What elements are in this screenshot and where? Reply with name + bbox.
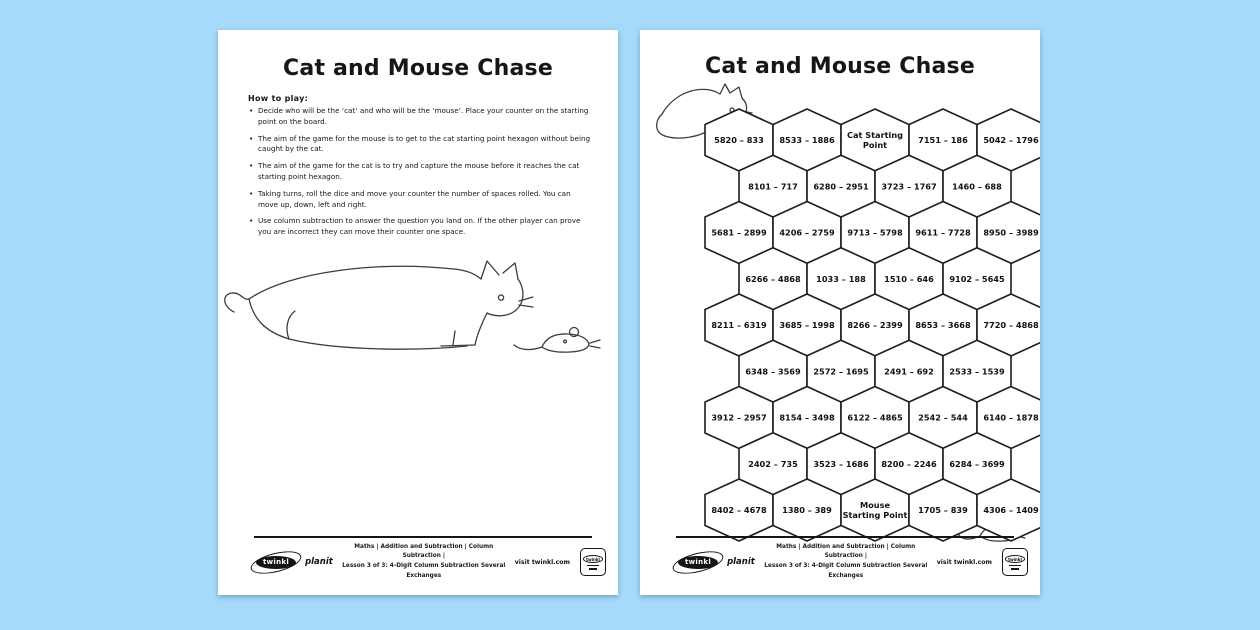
hex-cell-label: 3523 – 1686: [813, 458, 869, 469]
footer-credit: [761, 543, 931, 582]
footer-lesson-line: Lesson 3 of 3: 4-Digit Column Subtraction Several Exchanges: [342, 563, 506, 580]
hex-cell-label: 6284 – 3699: [949, 458, 1005, 469]
hex-cell-label: 5681 – 2899: [711, 227, 767, 238]
hex-cell-label: 3912 – 2957: [711, 412, 767, 423]
hex-cell-label: 2402 – 735: [748, 458, 798, 469]
hex-cell-label: 5042 – 1796: [983, 135, 1039, 145]
how-to-play-heading: How to play:: [248, 94, 309, 103]
worksheet-page-board: [640, 30, 1040, 595]
instruction-item: • Taking turns, roll the dice and move your counter the number of spaces rolled. You can move up, down, left and right.: [248, 189, 592, 211]
twinkl-stamp-icon: twinkl: [1002, 548, 1028, 576]
page-footer: [218, 536, 618, 582]
visit-twinkl-link[interactable]: visit twinkl.com: [936, 558, 992, 566]
footer-subject-line: Maths | Addition and Subtraction | Column Subtraction |: [776, 543, 916, 560]
planit-logo-text: planit: [727, 557, 755, 568]
hex-cell-label: 6280 – 2951: [813, 181, 869, 192]
twinkl-stamp-icon: twinkl: [580, 548, 606, 576]
cat-icon: [225, 261, 533, 349]
cat-and-mouse-illustration: [218, 252, 618, 377]
hex-cell-label: 6122 – 4865: [847, 412, 903, 423]
hex-cell-label: 7720 – 4868: [983, 320, 1039, 330]
worksheet-page-instructions: [218, 30, 618, 595]
hex-cell-label: 1033 – 188: [816, 273, 866, 284]
hex-cell-label: 9611 – 7728: [915, 227, 971, 238]
instructions-list: [248, 106, 592, 238]
hex-cell-label: 6140 – 1878: [983, 412, 1039, 423]
planit-logo-text: planit: [305, 557, 333, 568]
hex-board: [640, 30, 1040, 595]
hex-cell-label: 4206 – 2759: [779, 227, 835, 238]
hex-cell-label: 3685 – 1998: [779, 320, 835, 330]
twinkl-logo-text: twinkl: [678, 556, 718, 569]
hex-cell-label: 8154 – 3498: [779, 412, 835, 423]
hex-cell-label: 3723 – 1767: [881, 181, 937, 192]
instruction-item: • The aim of the game for the cat is to try and capture the mouse before it reaches the cat starting point hexagon.: [248, 161, 592, 183]
hex-cell-label: 2542 – 544: [918, 412, 968, 423]
hex-cell-label: 9713 – 5798: [847, 227, 903, 238]
hex-cell-label: 8211 – 6319: [711, 320, 767, 330]
hex-cell-label: 8533 – 1886: [779, 135, 835, 145]
hex-cell-label: Cat Starting Point: [846, 130, 904, 150]
hex-cell-label: 1510 – 646: [884, 273, 934, 284]
visit-twinkl-link[interactable]: visit twinkl.com: [514, 558, 570, 566]
hex-cell-label: 7151 – 186: [918, 135, 968, 145]
footer-divider: [254, 536, 592, 538]
twinkl-planit-logo: [256, 556, 333, 569]
hex-cell-label: 4306 – 1409: [983, 505, 1039, 515]
instruction-item: • Decide who will be the ‘cat’ and who will be the ‘mouse’. Place your counter on the starting point on the board.: [248, 106, 592, 128]
page-title: Cat and Mouse Chase: [283, 56, 553, 81]
instruction-item: • The aim of the game for the mouse is to get to the cat starting point hexagon without being caught by the cat.: [248, 134, 592, 156]
hex-cell-label: 1460 – 688: [952, 181, 1002, 192]
footer-divider: [676, 536, 1014, 538]
hex-board-cells: [705, 109, 1040, 541]
hex-cell-label: 8653 – 3668: [915, 320, 971, 330]
footer-credit: [339, 543, 509, 582]
footer-lesson-line: Lesson 3 of 3: 4-Digit Column Subtraction Several Exchanges: [764, 563, 928, 580]
hex-cell-label: 6266 – 4868: [745, 273, 801, 284]
twinkl-logo-text: twinkl: [256, 556, 296, 569]
mouse-icon: [514, 328, 600, 353]
footer-subject-line: Maths | Addition and Subtraction | Column Subtraction |: [354, 543, 494, 560]
hex-cell-label: 8200 – 2246: [881, 458, 937, 469]
page-footer: [640, 536, 1040, 582]
page-title: Cat and Mouse Chase: [705, 54, 975, 79]
hex-cell-label: 8101 – 717: [748, 181, 798, 192]
hex-cell-label: 2491 – 692: [884, 366, 934, 377]
hex-cell-label: 8402 – 4678: [711, 505, 767, 515]
hex-cell-label: 8950 – 3989: [983, 227, 1039, 238]
twinkl-planit-logo: [678, 556, 755, 569]
hex-cell-label: 2572 – 1695: [813, 366, 869, 377]
hex-cell-label: 1705 – 839: [918, 505, 968, 515]
hex-cell-label: Mouse Starting Point: [842, 500, 908, 520]
hex-cell-label: 8266 – 2399: [847, 320, 903, 330]
hex-cell-label: 2533 – 1539: [949, 366, 1005, 377]
hex-cell-label: 9102 – 5645: [949, 273, 1005, 284]
hex-cell-label: 1380 – 389: [782, 505, 832, 515]
hex-cell-label: 6348 – 3569: [745, 366, 801, 377]
hex-cell-label: 5820 – 833: [714, 135, 764, 145]
instruction-item: • Use column subtraction to answer the question you land on. If the other player can prove you are incorrect they can move their counter one space.: [248, 216, 592, 238]
